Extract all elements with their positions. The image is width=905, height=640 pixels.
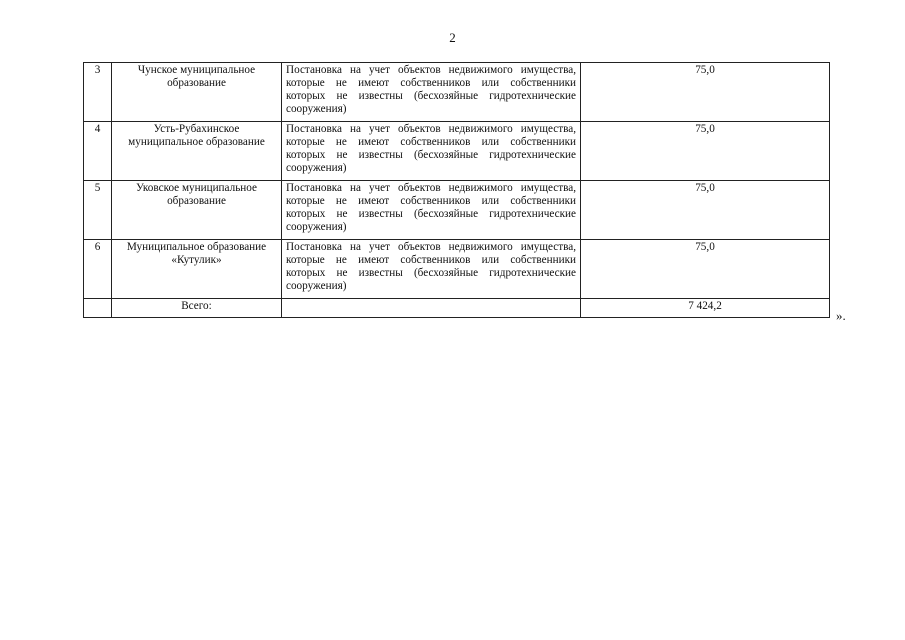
municipality-name: Муниципальное образование «Кутулик» — [112, 240, 282, 299]
table-row — [84, 122, 830, 181]
activity-description: Постановка на учет объектов недвижимого имущества, которые не имеют собственников или собственники которых не известны (бесхозяйные гидротехнические сооружения) — [282, 63, 581, 122]
municipality-name: Усть-Рубахинское муниципальное образование — [112, 122, 282, 181]
amount-value: 75,0 — [581, 181, 830, 240]
table-row — [84, 240, 830, 299]
amount-value: 75,0 — [581, 63, 830, 122]
page-number: 2 — [449, 30, 456, 45]
municipality-name: Уковское муниципальное образование — [112, 181, 282, 240]
allocation-table — [83, 62, 830, 318]
amount-value: 75,0 — [581, 240, 830, 299]
amount-value: 75,0 — [581, 122, 830, 181]
total-label: Всего: — [112, 299, 282, 318]
total-empty-cell — [282, 299, 581, 318]
total-empty-cell — [84, 299, 112, 318]
row-number: 6 — [84, 240, 112, 299]
closing-quote-mark: ». — [836, 308, 846, 323]
row-number: 3 — [84, 63, 112, 122]
municipality-name: Чунское муниципальное образование — [112, 63, 282, 122]
activity-description: Постановка на учет объектов недвижимого имущества, которые не имеют собственников или собственники которых не известны (бесхозяйные гидротехнические сооружения) — [282, 240, 581, 299]
activity-description: Постановка на учет объектов недвижимого имущества, которые не имеют собственников или собственники которых не известны (бесхозяйные гидротехнические сооружения) — [282, 122, 581, 181]
table-row — [84, 181, 830, 240]
total-amount: 7 424,2 — [581, 299, 830, 318]
table-row — [84, 63, 830, 122]
row-number: 5 — [84, 181, 112, 240]
activity-description: Постановка на учет объектов недвижимого имущества, которые не имеют собственников или собственники которых не известны (бесхозяйные гидротехнические сооружения) — [282, 181, 581, 240]
row-number: 4 — [84, 122, 112, 181]
total-row — [84, 299, 830, 318]
